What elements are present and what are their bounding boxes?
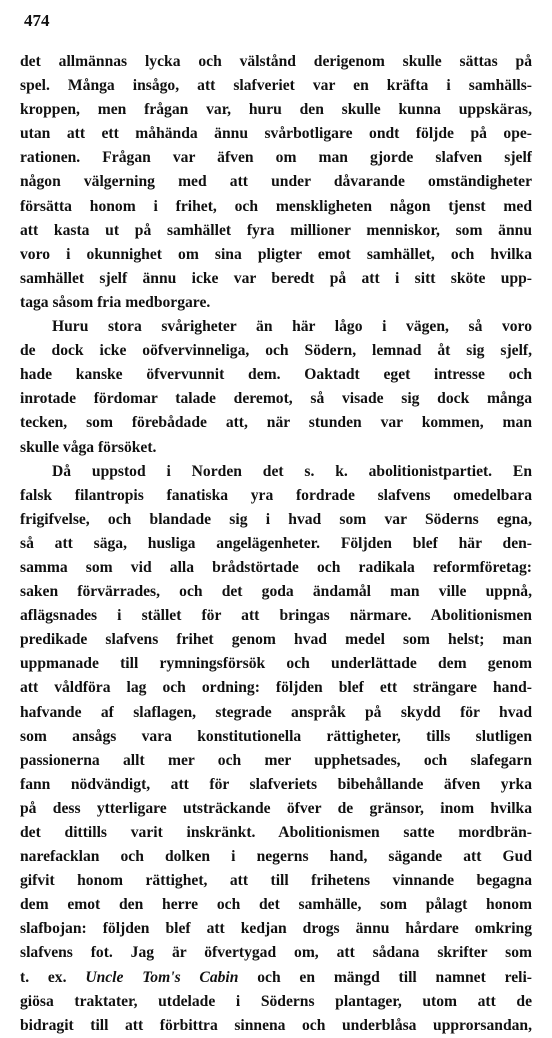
text-line: att våldföra lag och ordning: följden blef ett strängare hand-	[20, 679, 532, 697]
text-line: hade kanske öfvervunnit dem. Oaktadt eget intresse och	[20, 366, 532, 384]
text-line: försätta honom i frihet, och menskligheten någon tjenst med	[20, 197, 532, 215]
text-line: hafvande af slaflagen, stegrade anspråk på skydd för hvad	[20, 703, 532, 721]
text-line: uppmanade till rymningsförsök och underlättade dem genom	[20, 655, 532, 673]
text-line: spel. Många insågo, att slafveriet var en kräfta i samhälls-	[20, 77, 532, 95]
text-line: fann nödvändigt, att för slafveriets bibehållande äfven yrka	[20, 775, 532, 793]
text-line: taga såsom fria medborgare.	[20, 293, 211, 311]
text-line: narefacklan och dolken i negerns hand, sägande att Gud	[20, 848, 532, 866]
text-line: det allmännas lycka och välstånd derigenom skulle sättas på	[20, 53, 532, 70]
text-line: falsk filantropis fanatiska yra fordrade slafvens omedelbara	[20, 486, 532, 504]
text-line: slafbojan: följden blef att kedjan drogs ännu hårdare omkring	[20, 920, 532, 938]
text-line: slafvens fot. Jag är öfvertygad om, att sådana skrifter som	[20, 944, 532, 962]
text-line: giösa traktater, utdelade i Söderns plantager, utom att de	[20, 992, 532, 1010]
text-line: tecken, som förebådade att, när stunden var kommen, man	[20, 414, 532, 432]
text-line: någon välgerning med att under dåvarande omständigheter	[20, 173, 532, 191]
text-line: passionerna allt mer och mer upphetsades, och slafegarn	[20, 751, 532, 769]
text-line: skulle våga försöket.	[20, 438, 157, 456]
text-line: Då uppstod i Norden det s. k. abolitionistpartiet. En	[52, 462, 532, 480]
text-line: det dittills varit inskränkt. Abolitionismen satte mordbrän-	[20, 824, 532, 841]
text-line: samma som vid alla brådstörtade och radikala reformföretag:	[20, 558, 532, 576]
text-line: saken förvärrades, och det goda ändamål man ville uppnå,	[20, 583, 532, 601]
text-line: att kasta ut på samhället fyra millioner menniskor, som ännu	[20, 221, 532, 239]
text-line: aflägsnades i stället för att bringas närmare. Abolitionismen	[20, 607, 532, 625]
text-line: predikade slafvens frihet genom hvad medel som helst; man	[20, 631, 532, 649]
text-line: som ansågs vara konstitutionella rättigheter, tills slutligen	[20, 727, 532, 745]
text-line: frigifvelse, och blandade sig i hvad som var Söderns egna,	[20, 510, 532, 528]
text-line: Huru stora svårigheter än här lågo i vägen, så voro	[52, 318, 532, 336]
text-line: rationen. Frågan var äfven om man gjorde slafven sjelf	[20, 149, 532, 167]
text-line: bidragit till att förbittra sinnena och underblåsa upprorsandan,	[20, 1016, 532, 1034]
text-line: de dock icke oöfvervinneliga, och Södern, lemnad åt sig sjelf,	[20, 342, 532, 360]
text-line: samhället sjelf ännu icke var beredt på att i sitt sköte upp-	[20, 269, 532, 287]
text-line: så att säga, husliga angelägenheter. Följden blef här den-	[20, 534, 532, 552]
text-line: gifvit honom rättighet, att till frihetens vinnande begagna	[20, 872, 532, 890]
body-text	[20, 50, 532, 1038]
text-line: dem emot den herre och det samhälle, som pålagt honom	[20, 896, 532, 914]
page-number: 474	[24, 11, 50, 30]
text-line: t. ex. Uncle Tom's Cabin och en mängd till namnet reli-	[20, 968, 532, 986]
book-title: Uncle Tom's Cabin	[85, 968, 239, 986]
text-line: inrotade fördomar talade deremot, så visade sig dock många	[20, 390, 532, 408]
text-line: kroppen, men frågan var, huru den skulle kunna uppskäras,	[20, 101, 532, 119]
text-line: på dess ytterligare utsträckande öfver de gränsor, inom hvilka	[20, 799, 532, 817]
text-line: utan att ett måhända ännu svårbotligare ondt följde på ope-	[20, 125, 532, 143]
text-line: voro i okunnighet om sina pligter emot samhället, och hvilka	[20, 245, 532, 263]
